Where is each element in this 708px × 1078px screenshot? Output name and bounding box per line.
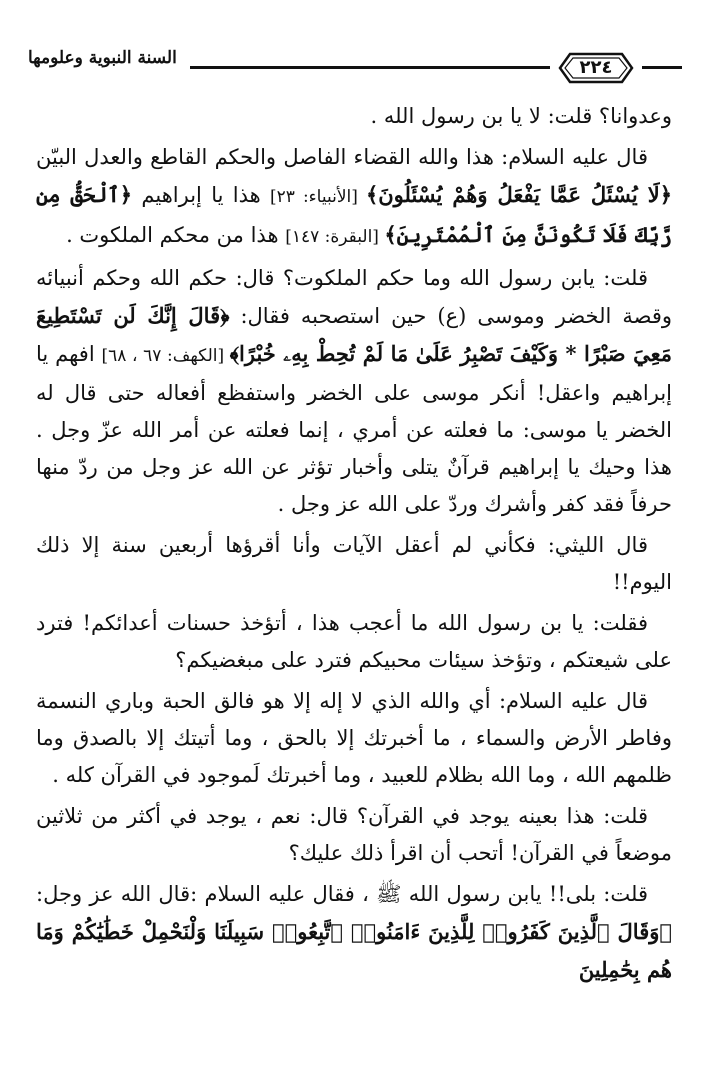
paragraph-text: قال الليثي: فكأني لم أعقل الآيات وأنا أقرؤها أربعين سنة إلا ذلك اليوم!! xyxy=(36,533,672,594)
ornate-bracket: ﴾ xyxy=(365,182,379,207)
paragraph xyxy=(36,683,672,794)
header-rule-right xyxy=(642,66,682,69)
paragraph-text: قال عليه السلام: أي والله الذي لا إله إلا هو فالق الحبة وباري النسمة وفاطر الأرض والسماء ، ما أخبرتك إلا بالحق ، وما أتيتك إلا بالصدق وما ظلمهم الله ، وما الله بظلام للعبيد ، وما أخبرتك لَموجود في القرآن كله . xyxy=(36,689,672,787)
quran-verse: قَالَ إِنَّكَ لَن تَسْتَطِيعَ مَعِيَ صَبْرًا * وَكَيْفَ تَصْبِرُ عَلَىٰ مَا لَمْ تُحِطْ بِهِۦ خُبْرًا xyxy=(36,303,672,366)
verse-reference: [الأنبياء: ٢٣] xyxy=(270,187,366,207)
page-number: ٢٢٤ xyxy=(579,57,613,78)
ornate-bracket: ﴾ xyxy=(384,222,397,247)
quran-verse: وَقَالَ ٱلَّذِينَ كَفَرُوا۟ لِلَّذِينَ ءَامَنُوا۟ ٱتَّبِعُوا۟ سَبِيلَنَا وَلْنَحْمِلْ خَطَٰيَٰكُمْ وَمَا هُم بِحَٰمِلِينَ xyxy=(36,919,672,982)
ornate-bracket: ﴿ xyxy=(220,303,230,328)
paragraph xyxy=(36,98,672,135)
paragraph xyxy=(36,876,672,989)
ornate-bracket: ﴿ xyxy=(659,182,672,207)
paragraph-text: هذا من محكم الملكوت . xyxy=(66,223,286,247)
paragraph xyxy=(36,260,672,523)
quran-verse: ٱلْحَقُّ مِن رَّبِّكَ فَلَا تَكُونَنَّ مِنَ ٱلْمُمْتَرِينَ xyxy=(36,182,672,247)
verse-reference: [الكهف: ٦٧ ، ٦٨] xyxy=(101,346,230,366)
paragraph xyxy=(36,798,672,872)
ornate-bracket: ﴿ xyxy=(659,919,672,944)
verse-reference: [البقرة: ١٤٧] xyxy=(285,227,385,247)
ornate-bracket: ﴿ xyxy=(119,182,133,207)
paragraph xyxy=(36,605,672,679)
paragraph-text: هذا يا إبراهيم xyxy=(132,183,270,207)
body-text xyxy=(36,98,672,991)
paragraph-text: وعدوانا؟ قلت: لا يا بن رسول الله . xyxy=(370,104,672,128)
paragraph-text: قال عليه السلام: هذا والله القضاء الفاصل والحكم القاطع والعدل البيّن xyxy=(36,145,648,169)
quran-verse: لَا يُسْئَلُ عَمَّا يَفْعَلُ وَهُمْ يُسْئَلُونَ xyxy=(378,182,660,207)
paragraph-text: قلت: هذا بعينه يوجد في القرآن؟ قال: نعم ، يوجد في أكثر من ثلاثين موضعاً في القرآن! أتحب أن اقرأ ذلك عليك؟ xyxy=(36,804,672,865)
paragraph-text: افهم يا إبراهيم واعقل! أنكر موسى على الخضر واستفظع أفعاله حتى قال له الخضر يا موسى: ما فعلته عن أمري ، إنما فعلته عن أمر الله عزّ وجل . هذا وحيك يا إبراهيم قرآنٌ يتلى وأخبار تؤثر عن الله عز وجل من ردّ منها حرفاً فقد كفر وأشرك وردّ على الله عز وجل . xyxy=(36,342,672,516)
ornate-bracket: ﴾ xyxy=(229,341,240,366)
paragraph-text: قلت: بلى!! يابن رسول الله ﷺ ، فقال عليه السلام :قال الله عز وجل: xyxy=(36,882,648,906)
page-number-frame xyxy=(556,48,636,88)
paragraph xyxy=(36,527,672,601)
page-header xyxy=(0,40,708,100)
header-rule xyxy=(190,66,550,69)
paragraph-text: قلت: يابن رسول الله وما حكم الملكوت؟ قال: حكم الله وحكم أنبيائه وقصة الخضر وموسى (ع) حين استصحبه فقال: xyxy=(36,266,672,328)
paragraph xyxy=(36,139,672,256)
paragraph-text: فقلت: يا بن رسول الله ما أعجب هذا ، أتؤخذ حسنات أعدائكم! فترد على شيعتكم ، وتؤخذ سيئات محبيكم فترد على مبغضيكم؟ xyxy=(36,611,672,672)
running-title: السنة النبوية وعلومها xyxy=(28,48,177,68)
